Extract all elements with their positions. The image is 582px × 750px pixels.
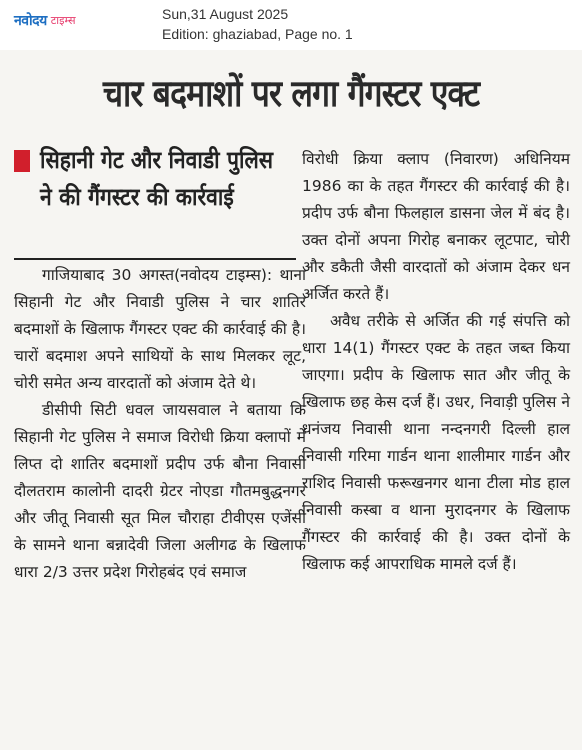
article-column-right [302, 146, 570, 578]
article-column-left [14, 262, 306, 586]
edition-line: Edition: ghaziabad, Page no. 1 [162, 26, 353, 42]
subheadline-divider [14, 258, 296, 260]
newspaper-logo[interactable] [14, 10, 138, 30]
article-paragraph: गाजियाबाद 30 अगस्त(नवोदय टाइम्स): थाना सिहानी गेट और निवाडी पुलिस ने चार शातिर बदमाशों के खिलाफ गैंगस्टर एक्ट की कार्रवाई की है। चारों बदमाश अपने साथियों के साथ मिलकर लूट, चोरी समेत अन्य वारदातों को अंजाम देते थे। [14, 266, 306, 392]
article-paragraph: अवैध तरीके से अर्जित की गई संपत्ति को धारा 14(1) गैंगस्टर एक्ट के तहत जब्त किया जाएगा। प्रदीप के खिलाफ सात और जीतू के खिलाफ छह केस दर्ज हैं। उधर, निवाड़ी पुलिस ने धनंजय निवासी थाना नन्दनगरी दिल्ली हाल निवासी गरिमा गार्डन थाना शालीमार गार्डन और राशिद निवासी फरूखनगर थाना टीला मोड हाल निवासी कस्बा व थाना मुरादनगर के खिलाफ गैंगस्टर की कार्रवाई की है। उक्त दोनों के खिलाफ कई आपराधिक मामले दर्ज हैं। [302, 312, 570, 573]
logo-main-text: नवोदय [14, 12, 47, 29]
logo-sub-text: टाइम्स [50, 13, 76, 27]
subheadline-marker [14, 150, 30, 172]
page-header [0, 0, 582, 50]
headline: चार बदमाशों पर लगा गैंगस्टर एक्ट [102, 72, 480, 115]
subheadline: सिहानी गेट और निवाडी पुलिस ने की गैंगस्टर की कार्रवाई [40, 146, 274, 211]
article-paragraph: डीसीपी सिटी धवल जायसवाल ने बताया कि सिहानी गेट पुलिस ने समाज विरोधी क्रिया क्लापों में लिप्त दो शातिर बदमाशों प्रदीप उर्फ बौना निवासी दौलतराम कालोनी दादरी ग्रेटर नोएडा गौतमबुद्धनगर और जीतू निवासी सूत मिल चौराहा टीवीएस एजेंसी के सामने थाना बन्नादेवी जिला अलीगढ के खिलाफ धारा 2/3 उत्तर प्रदेश गिरोहबंद एवं समाज [14, 401, 306, 581]
article-paragraph: विरोधी क्रिया क्लाप (निवारण) अधिनियम 1986 का के तहत गैंगस्टर की कार्रवाई की है। प्रदीप उर्फ बौना फिलहाल डासना जेल में बंद है। उक्त दोनों अपना गिरोह बनाकर लूटपाट, चोरी और डकैती जैसी वारदातों को अंजाम देकर धन अर्जित करते हैं। [302, 150, 570, 303]
date-line: Sun,31 August 2025 [162, 6, 289, 22]
edition-meta [162, 4, 353, 44]
